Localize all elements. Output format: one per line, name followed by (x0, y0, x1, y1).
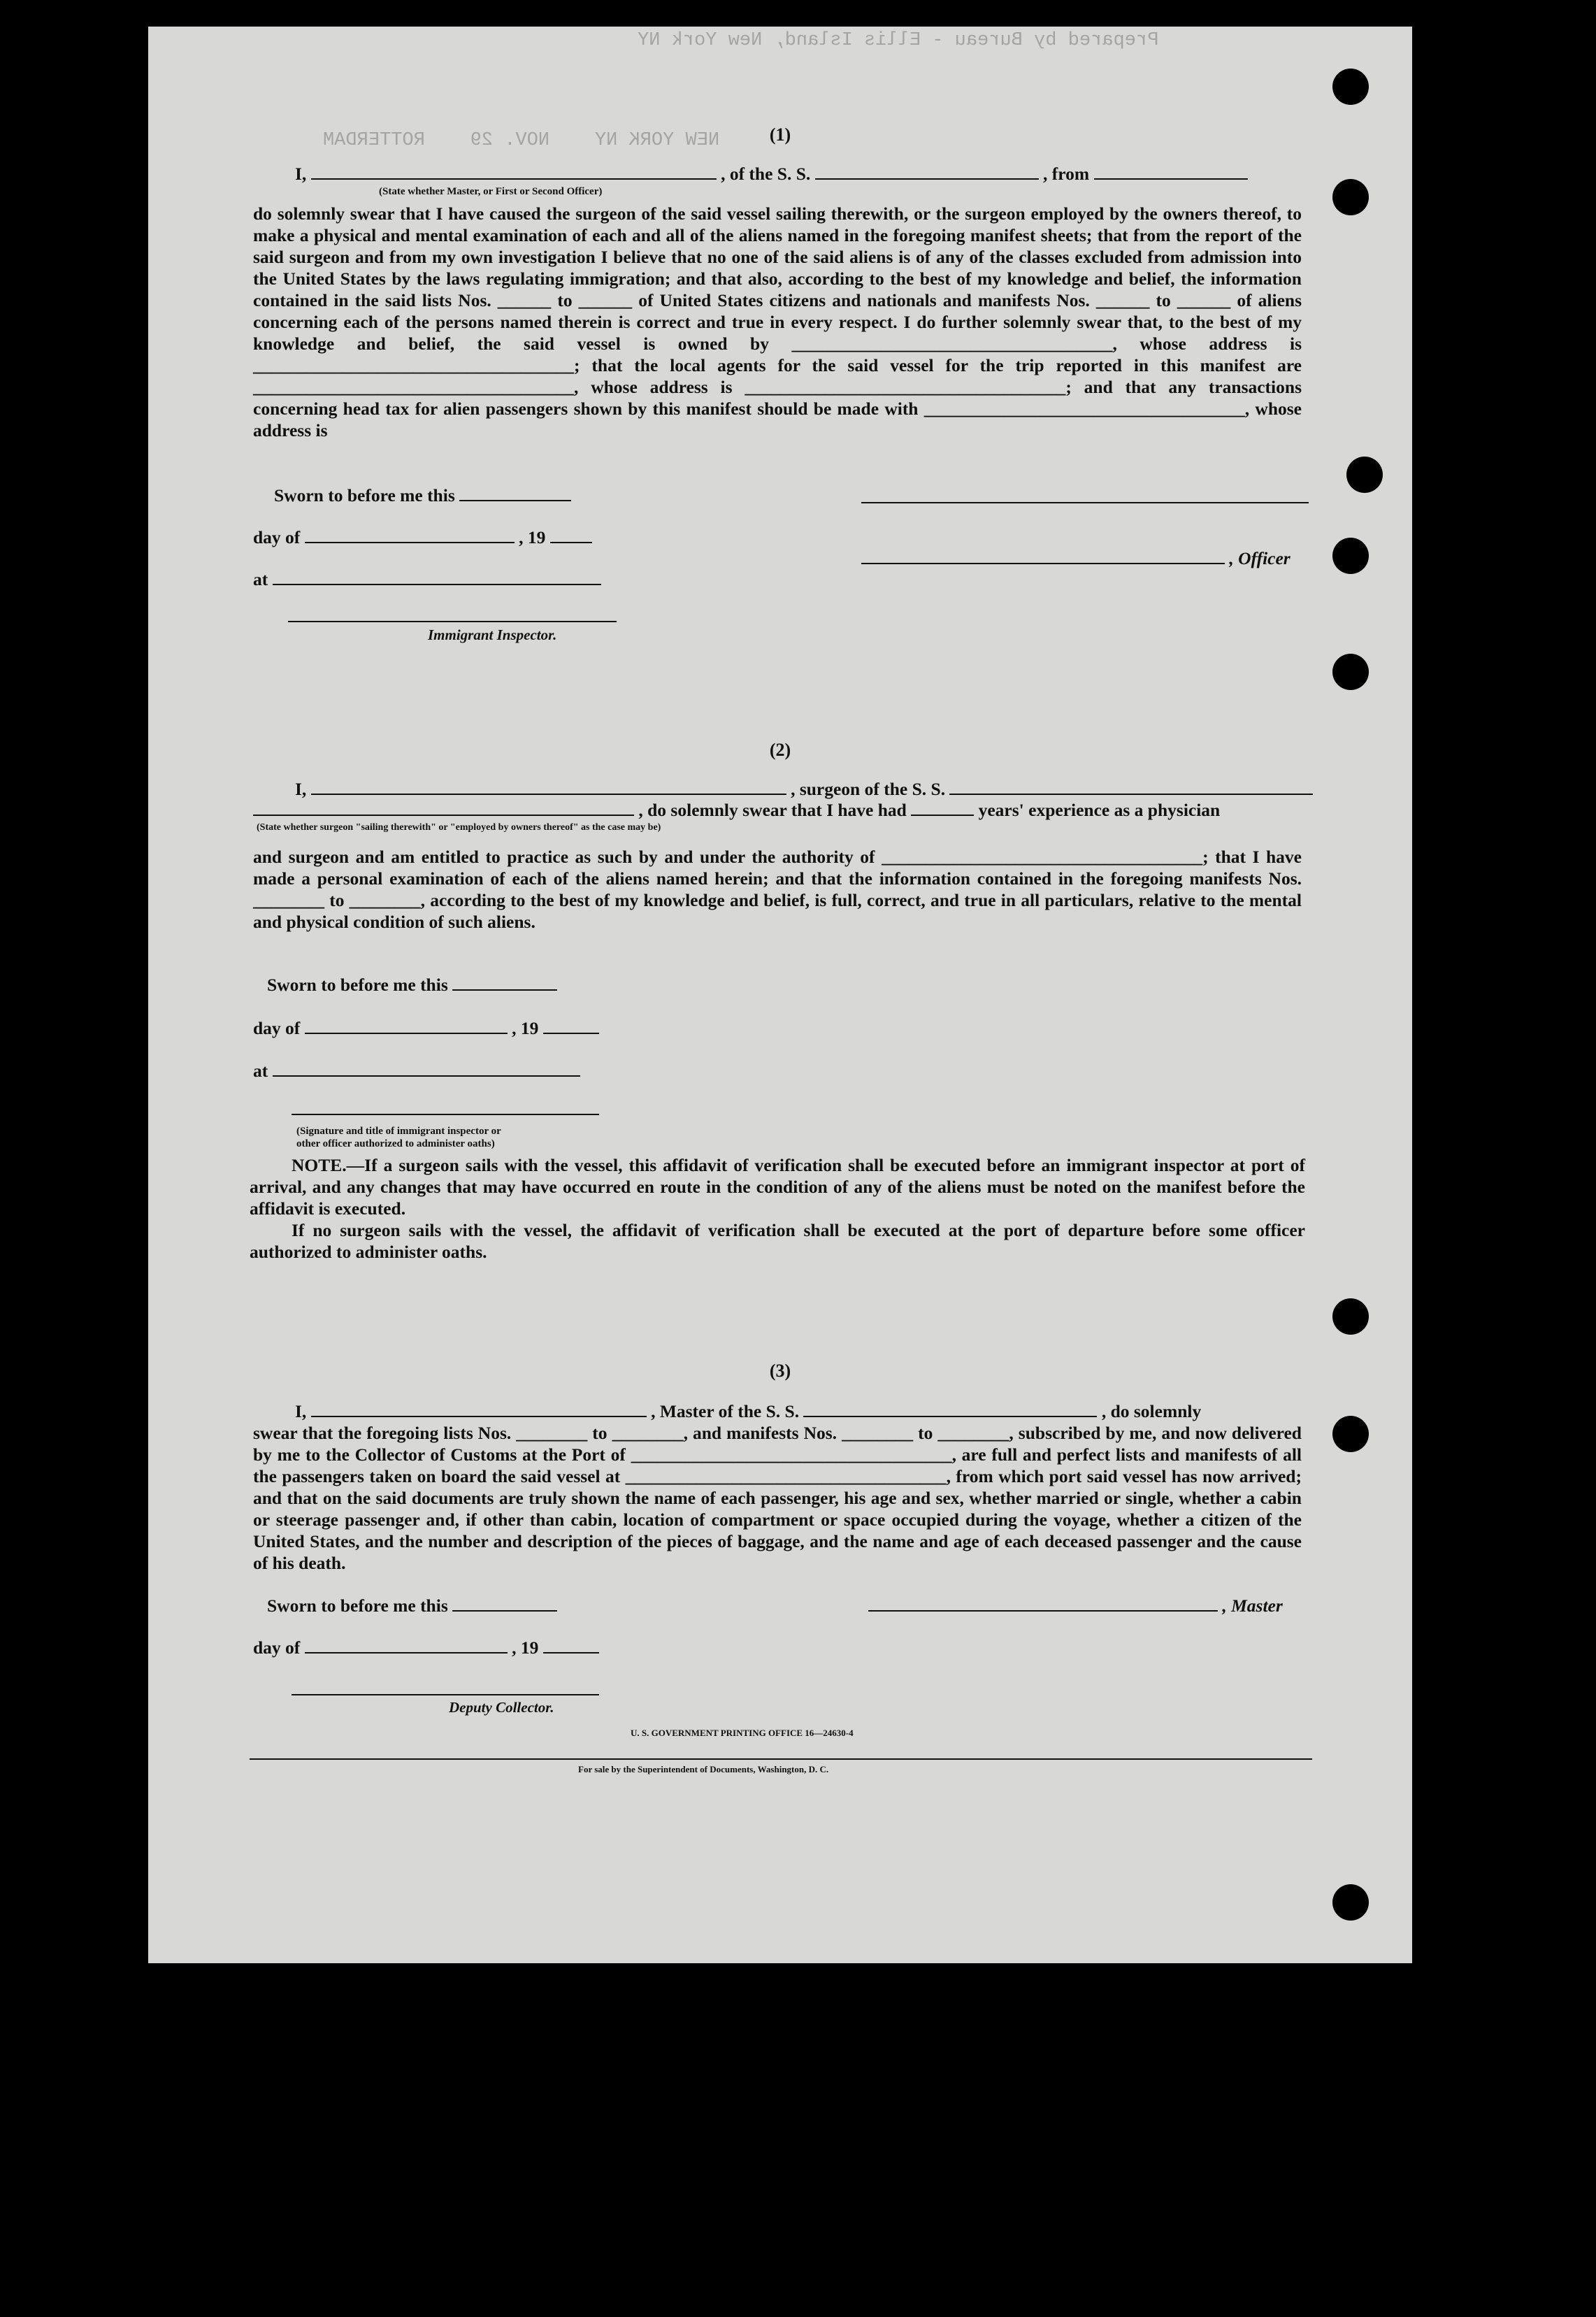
section-1-at: at (253, 568, 601, 590)
section-3-sworn: Sworn to before me this (267, 1595, 557, 1616)
section-2-at: at (253, 1060, 580, 1082)
section-2-sworn: Sworn to before me this (267, 974, 557, 996)
binder-hole (1346, 457, 1383, 493)
binder-hole (1332, 538, 1369, 574)
bleed-through-header: Prepared by Bureau - Ellis Island, New York NY (638, 30, 1159, 51)
section-2-day-of: day of , 19 (253, 1017, 599, 1039)
section-3-opening-line: I, , Master of the S. S. , do solemnly (295, 1401, 1202, 1421)
binder-hole (1332, 1416, 1369, 1452)
binder-hole (1332, 654, 1369, 690)
footer-rule (250, 1758, 1312, 1760)
sale-notice: For sale by the Superintendent of Documents, Washington, D. C. (578, 1764, 829, 1774)
section-2-signature-line (292, 1114, 599, 1115)
bleed-through-ship-line: NEW YORK NY NOV. 29 ROTTERDAM (323, 130, 720, 151)
manifest-page (148, 27, 1412, 1963)
section-1-day-of: day of , 19 (253, 526, 592, 548)
section-2-surgeon-note: (State whether surgeon "sailing therewith" or "employed by owners thereof" as the case may be) (257, 822, 661, 833)
binder-hole (1332, 1884, 1369, 1921)
section-2-signature-note-1: (Signature and title of immigrant inspector or (296, 1126, 501, 1137)
printing-office-line: U. S. GOVERNMENT PRINTING OFFICE 16—24630-4 (631, 1728, 854, 1738)
section-2-note-paragraph-2: If no surgeon sails with the vessel, the affidavit of verification shall be executed at the port of departure before some officer authorized to administer oaths. (250, 1220, 1305, 1262)
section-1-officer-title: , Officer (861, 547, 1291, 569)
section-2-number: (2) (769, 740, 791, 760)
binder-hole (1332, 1298, 1369, 1335)
section-2-signature-note-2: other officer authorized to administer oaths) (296, 1138, 495, 1149)
section-3-oath-paragraph: swear that the foregoing lists Nos. ________ to ________, and manifests Nos. ________ to ________, subscribed by me, and now delivered by me to the Collector of Customs at the Port of ____________________________________, are full and perfect lists and manifests of all the passengers taken on board the said vessel at ____________________________________, from which port said vessel has now arrived; and that on the said documents are truly shown the name of each passenger, his age and sex, whether married or single, whether a cabin or steerage passenger and, if other than cabin, location of compartment or space occupied during the voyage, whether a citizen of the United States, and the number and description of the pieces of baggage, and the name and age of each deceased passenger and the cause of his death. (253, 1423, 1302, 1573)
section-3-master-line: , Master (868, 1595, 1283, 1616)
section-2-note-paragraph-1: NOTE.—If a surgeon sails with the vessel, this affidavit of verification shall be executed before an immigrant inspector at port of arrival, and any changes that may have occurred en route in the condition of any of the aliens must be noted on the manifest before the affidavit is executed. (250, 1155, 1305, 1219)
binder-hole (1332, 69, 1369, 105)
section-1-inspector-line (288, 621, 617, 622)
section-2-opening-line: I, , surgeon of the S. S. (295, 778, 1313, 800)
section-1-number: (1) (769, 124, 791, 145)
section-2-experience-line: , do solemnly swear that I have had years' experience as a physician (253, 799, 1220, 821)
section-3-number: (3) (769, 1361, 791, 1381)
section-1-inspector-title: Immigrant Inspector. (428, 626, 557, 643)
section-3-deputy-line (292, 1694, 599, 1695)
section-3-deputy-title: Deputy Collector. (449, 1699, 554, 1716)
section-1-officer-note: (State whether Master, or First or Second Officer) (379, 186, 603, 197)
section-3-day-of: day of , 19 (253, 1637, 599, 1658)
section-1-sworn: Sworn to before me this (274, 485, 571, 506)
section-2-oath-paragraph: and surgeon and am entitled to practice as such by and under the authority of ____________________________________; that I have made a personal examination of each of the aliens named herein; and that the information contained in the foregoing manifests Nos. ________ to ________, according to the best of my knowledge and belief, is full, correct, and true in all particulars, relative to the mental and physical condition of such aliens. (253, 847, 1302, 932)
binder-hole (1332, 179, 1369, 215)
section-1-signature-line (861, 502, 1309, 503)
section-1-oath-paragraph: do solemnly swear that I have caused the surgeon of the said vessel sailing therewith, or the surgeon employed by the owners thereof, to make a physical and mental examination of each and all of the aliens named in the foregoing manifest sheets; that from the report of the said surgeon and from my own investigation I believe that no one of the said aliens is of any of the classes excluded from admission into the United States by the laws regulating immigration; and that also, according to the best of my knowledge and belief, the information contained in the said lists Nos. ______ to ______ of United States citizens and nationals and manifests Nos. ______ to ______ of aliens concerning each of the persons named therein is correct and true in every respect. I do further solemnly swear that, to the best of my knowledge and belief, the said vessel is owned by ____________________________________, whose address is ____________________________________; that the local agents for the said vessel for the trip reported in this manifest are ____________________________________, whose address is ____________________________________; and that any transactions concerning head tax for alien passengers shown by this manifest should be made with ____________________________________, whose address is (253, 203, 1302, 440)
section-1-opening-line: I, , of the S. S. , from (295, 163, 1248, 185)
